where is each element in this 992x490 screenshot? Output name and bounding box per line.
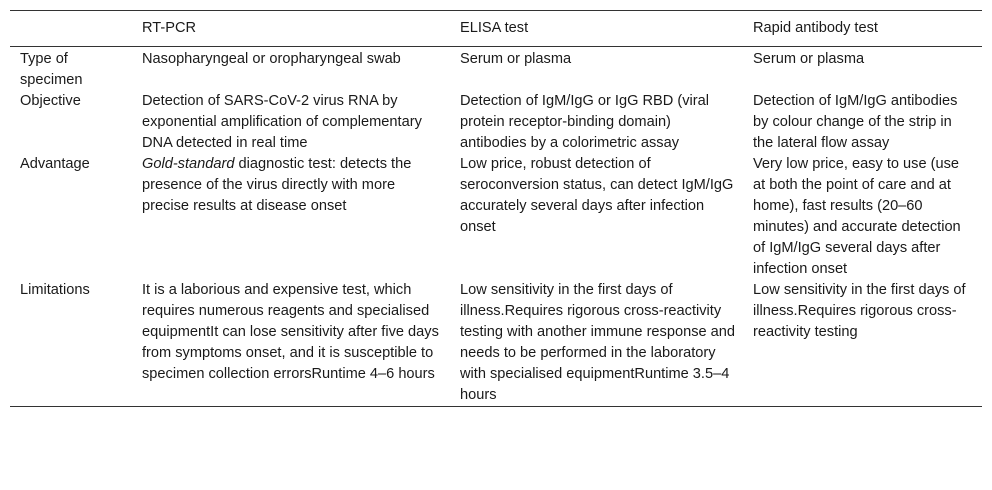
- cell-elisa: Serum or plasma: [460, 51, 572, 67]
- table-body: [10, 47, 982, 407]
- cell-rt-pcr: Nasopharyngeal or oropharyngeal swab: [142, 51, 401, 67]
- table-row-objective: [10, 91, 982, 154]
- cell-rt-pcr: [132, 154, 450, 280]
- cell-rt-pcr: It is a laborious and expensive test, which requires numerous reagents and specialised equipmentIt can lose sensitivity after five days from symptoms onset, and it is susceptible to specimen collection errorsRuntime 4–6 hours: [142, 282, 439, 382]
- diagnostic-tests-comparison-table: [10, 10, 982, 407]
- table-row-limitations: [10, 280, 982, 407]
- row-label: Advantage: [20, 156, 90, 172]
- cell-elisa: Low price, robust detection of seroconversion status, can detect IgM/IgG accurately several days after infection onset: [460, 156, 734, 235]
- row-label: Type of specimen: [20, 51, 83, 88]
- advantage-rt-pcr-text: diagnostic test: detects the presence of the virus directly with more precise results at disease onset: [142, 156, 412, 214]
- header-rt-pcr: RT-PCR: [142, 20, 197, 36]
- gold-standard-emphasis: Gold-standard: [142, 156, 235, 172]
- cell-rapid: Very low price, easy to use (use at both the point of care and at home), fast results (20–60 minutes) and accurate detection of IgM/IgG several days after infection onset: [753, 156, 961, 277]
- header-rapid-antibody-test: Rapid antibody test: [753, 20, 878, 36]
- comparison-table-container: [10, 10, 982, 407]
- header-row: [10, 11, 982, 47]
- cell-rapid: Detection of IgM/IgG antibodies by colour change of the strip in the lateral flow assay: [753, 93, 958, 151]
- cell-elisa: Low sensitivity in the first days of illness.Requires rigorous cross-reactivity testing with another immune response and needs to be performed in the laboratory with specialised equipmentRuntime 3.5–4 hours: [460, 282, 736, 403]
- cell-rt-pcr: Detection of SARS-CoV-2 virus RNA by exponential amplification of complementary DNA detected in real time: [142, 93, 422, 151]
- cell-rapid: Serum or plasma: [753, 51, 865, 67]
- row-label: Limitations: [20, 282, 90, 298]
- table-row-type-of-specimen: [10, 47, 982, 92]
- table-row-advantage: [10, 154, 982, 280]
- cell-rapid: Low sensitivity in the first days of illness.Requires rigorous cross-reactivity testing: [753, 282, 966, 340]
- row-label: Objective: [20, 93, 81, 109]
- table-header: [10, 11, 982, 47]
- cell-elisa: Detection of IgM/IgG or IgG RBD (viral protein receptor-binding domain) antibodies by a colorimetric assay: [460, 93, 709, 151]
- header-empty-cell: [10, 11, 132, 47]
- header-elisa-test: ELISA test: [460, 20, 529, 36]
